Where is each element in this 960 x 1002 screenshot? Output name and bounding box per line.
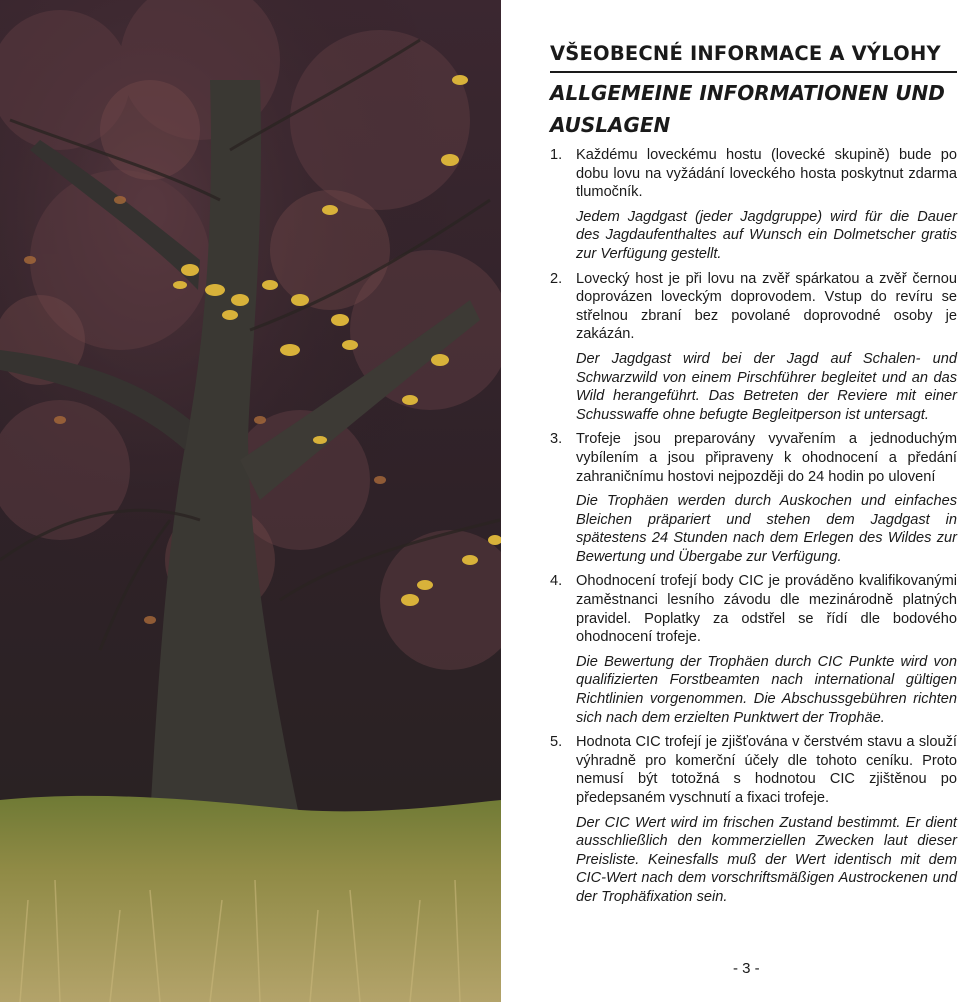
list-item-2: [550, 270, 957, 425]
item-number: 1.: [550, 147, 563, 163]
list-item-5: [550, 733, 957, 906]
item-text-czech: Každému loveckému hostu (lovecké skupině) bude po dobu lovu na vyžádání loveckého hosta poskytnut zdarma tlumočník.: [576, 147, 957, 201]
item-text-czech: Ohodnocení trofejí body CIC je prováděno kvalifikovanými zaměstnanci lesního závodu dle mezinárodně platných pravidel. Poplatky za odstřel se řídí dle bodového ohodnocení trofeje.: [576, 573, 957, 646]
heading-german: ALLGEMEINE INFORMATIONEN UND AUSLAGEN: [550, 81, 945, 137]
page-number: - 3 -: [733, 960, 760, 977]
item-text-czech: Lovecký host je při lovu na zvěř spárkatou a zvěř černou doprovázen loveckým doprovodem. Vstup do revíru se střelnou zbraní bez povolané doprovodné osoby je zakázán.: [576, 270, 957, 343]
item-text-german: Jedem Jagdgast (jeder Jagdgruppe) wird für die Dauer des Jagdaufenthaltes auf Wunsch ein Dolmetscher gratis zur Verfügung gestellt.: [576, 208, 957, 262]
item-text-german: Die Bewertung der Trophäen durch CIC Punkte wird von qualifizierten Forstbeamten nach international gültigen Richtlinien vorgenommen. Die Abschussgebühren richten sich nach dem erzielten Punktwert der Trophäe.: [576, 653, 957, 726]
item-text-czech: Hodnota CIC trofejí je zjišťována v čerstvém stavu a slouží výhradně pro komerční účely dle tohoto ceníku. Proto nemusí být totožná s hodnotou CIC zjištěnou po předepsaném vyschnutí a fixaci trofeje.: [576, 734, 957, 806]
item-text-czech: Trofeje jsou preparovány vyvařením a jednoduchým vybílením a jsou připraveny k ohodnocení a předání zahraničnímu hostovi nejpozději do 24 hodin po ulovení: [576, 431, 957, 485]
item-number: 4.: [550, 573, 563, 590]
item-number: 5.: [550, 734, 563, 751]
list-item-4: [550, 572, 957, 727]
list-item-1: [550, 146, 957, 264]
item-number: 3.: [550, 431, 563, 448]
item-number: 2.: [550, 270, 563, 287]
text-column: [550, 42, 957, 913]
item-text-german: Die Trophäen werden durch Auskochen und einfaches Bleichen präpariert und stehen dem Jagdgast in spätestens 24 Stunden nach dem Erlegen des Wildes zur Bewertung und Übergabe zur Verfügung.: [576, 493, 957, 565]
list-item-3: [550, 430, 957, 566]
item-text-german: Der CIC Wert wird im frischen Zustand bestimmt. Er dient ausschließlich den kommerziellen Zwecken laut dieser Preisliste. Keinesfalls muß der Wert identisch mit dem CIC-Wert nach dem vorschriftsmäßigen Austrockenen und der Trophäfixation sein.: [576, 814, 957, 905]
item-text-german: Der Jagdgast wird bei der Jagd auf Schalen- und Schwarzwild von einem Pirschführer begleitet und an das Wild herangeführt. Das Betreten der Reviere mit einer Schusswaffe ohne befugte Begleitperson ist untersagt.: [576, 350, 957, 423]
heading-czech: VŠEOBECNÉ INFORMACE A VÝLOHY: [550, 42, 957, 73]
